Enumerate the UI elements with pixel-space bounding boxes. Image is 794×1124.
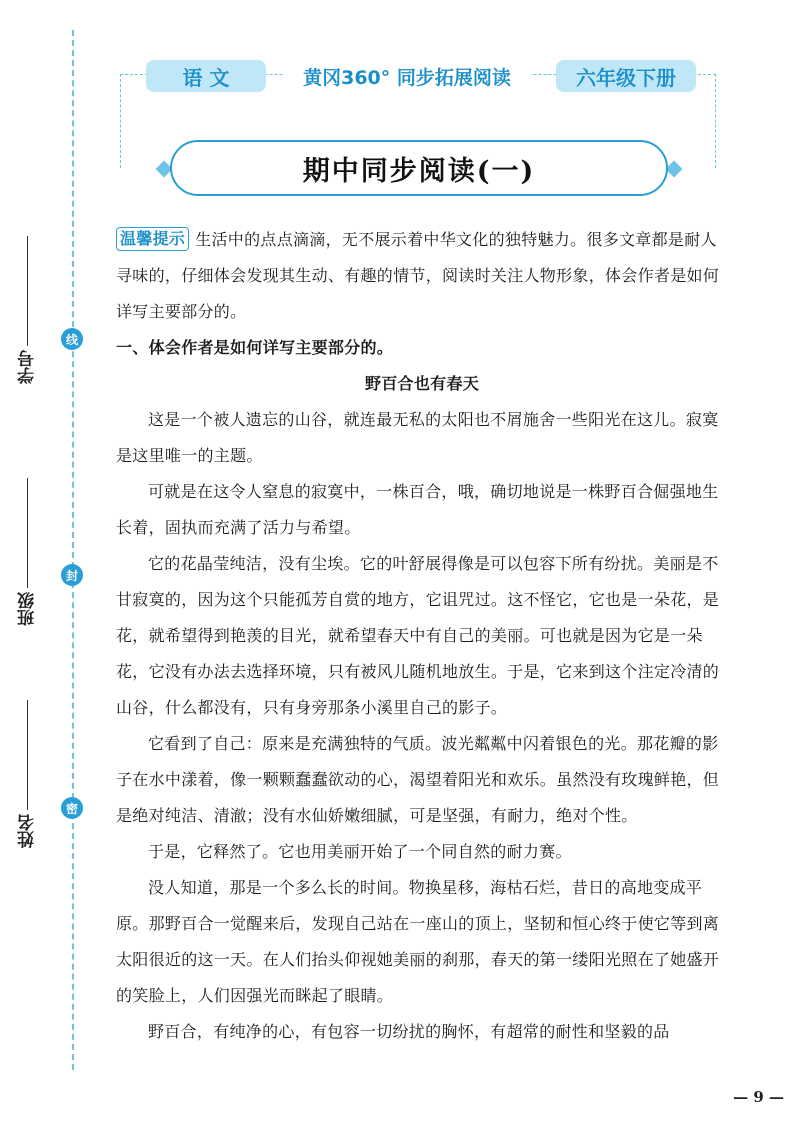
paragraph-3: 它的花晶莹纯洁，没有尘埃。它的叶舒展得像是可以包容下所有纷扰。美丽是不甘寂寞的，因为这个只能孤芳自赏的地方，它诅咒过。这不怪它，它也是一朵花，是花，就希望得到艳羡的目光，就希望春天中有自己的美丽。可也就是因为它是一朵花，它没有办法去选择环境，只有被风儿随机地放生。于是，它来到这个注定冷清的山谷，什么都没有，只有身旁那条小溪里自己的影子。: [116, 554, 720, 717]
field-student-number: [14, 236, 40, 384]
name-label: 姓名: [17, 814, 38, 848]
class-blank[interactable]: [27, 478, 28, 588]
tip-text: 生活中的点点滴滴，无不展示着中华文化的独特魅力。很多文章都是耐人寻味的，仔细体会发现其生动、有趣的情节，阅读时关注人物形象，体会作者是如何详写主要部分的。: [116, 230, 720, 321]
paragraph-2: 可就是在这令人窒息的寂寞中，一株百合，哦，确切地说是一株野百合倔强地生长着，固执而充满了活力与希望。: [116, 482, 719, 537]
grade-tag: 六年级下册: [556, 60, 696, 92]
subject-tag: 语 文: [146, 60, 266, 92]
student-number-label: 学号: [17, 350, 38, 384]
paragraph-7: 野百合，有纯净的心，有包容一切纷扰的胸怀，有超常的耐性和坚毅的品: [148, 1022, 670, 1041]
field-name: [14, 700, 40, 848]
tip-paragraph: [116, 222, 728, 330]
seal-feng: 封: [61, 564, 83, 586]
page-title-box: [170, 140, 668, 196]
paragraph-4: 它看到了自己：原来是充满独特的气质。波光粼粼中闪着银色的光。那花瓣的影子在水中漾着，像一颗颗蠢蠢欲动的心，渴望着阳光和欢乐。虽然没有玫瑰鲜艳，但是绝对纯洁、清澈；没有水仙娇嫩细腻，可是坚强，有耐力，绝对个性。: [116, 734, 720, 825]
paragraph-6: 没人知道，那是一个多么长的时间。物换星移，海枯石烂，昔日的高地变成平原。那野百合一觉醒来后，发现自己站在一座山的顶上，坚韧和恒心终于使它等到离太阳很近的这一天。在人们抬头仰视她美丽的刹那，春天的第一缕阳光照在了她盛开的笑脸上，人们因强光而眯起了眼睛。: [116, 878, 720, 1005]
seal-xian: 线: [61, 328, 83, 350]
passage-title: 野百合也有春天: [364, 374, 480, 393]
student-number-blank[interactable]: [27, 236, 28, 346]
binding-dashed-line: [72, 30, 74, 1070]
class-label: 班级: [17, 592, 38, 626]
name-blank[interactable]: [27, 700, 28, 810]
page-number: — 9 —: [733, 1088, 784, 1106]
page-title: 期中同步阅读(一): [302, 155, 536, 187]
seal-mi: 密: [61, 797, 83, 819]
main-content: [116, 222, 728, 1050]
field-class: [14, 478, 40, 626]
paragraph-1: 这是一个被人遗忘的山谷，就连最无私的太阳也不屑施舍一些阳光在这儿。寂寞是这里唯一的主题。: [116, 410, 719, 465]
section-heading: 一、体会作者是如何详写主要部分的。: [116, 338, 394, 357]
series-name: 黄冈360° 同步拓展阅读: [283, 60, 531, 92]
tip-badge: 温馨提示: [116, 227, 189, 251]
paragraph-5: 于是，它释然了。它也用美丽开始了一个同自然的耐力赛。: [148, 842, 572, 861]
